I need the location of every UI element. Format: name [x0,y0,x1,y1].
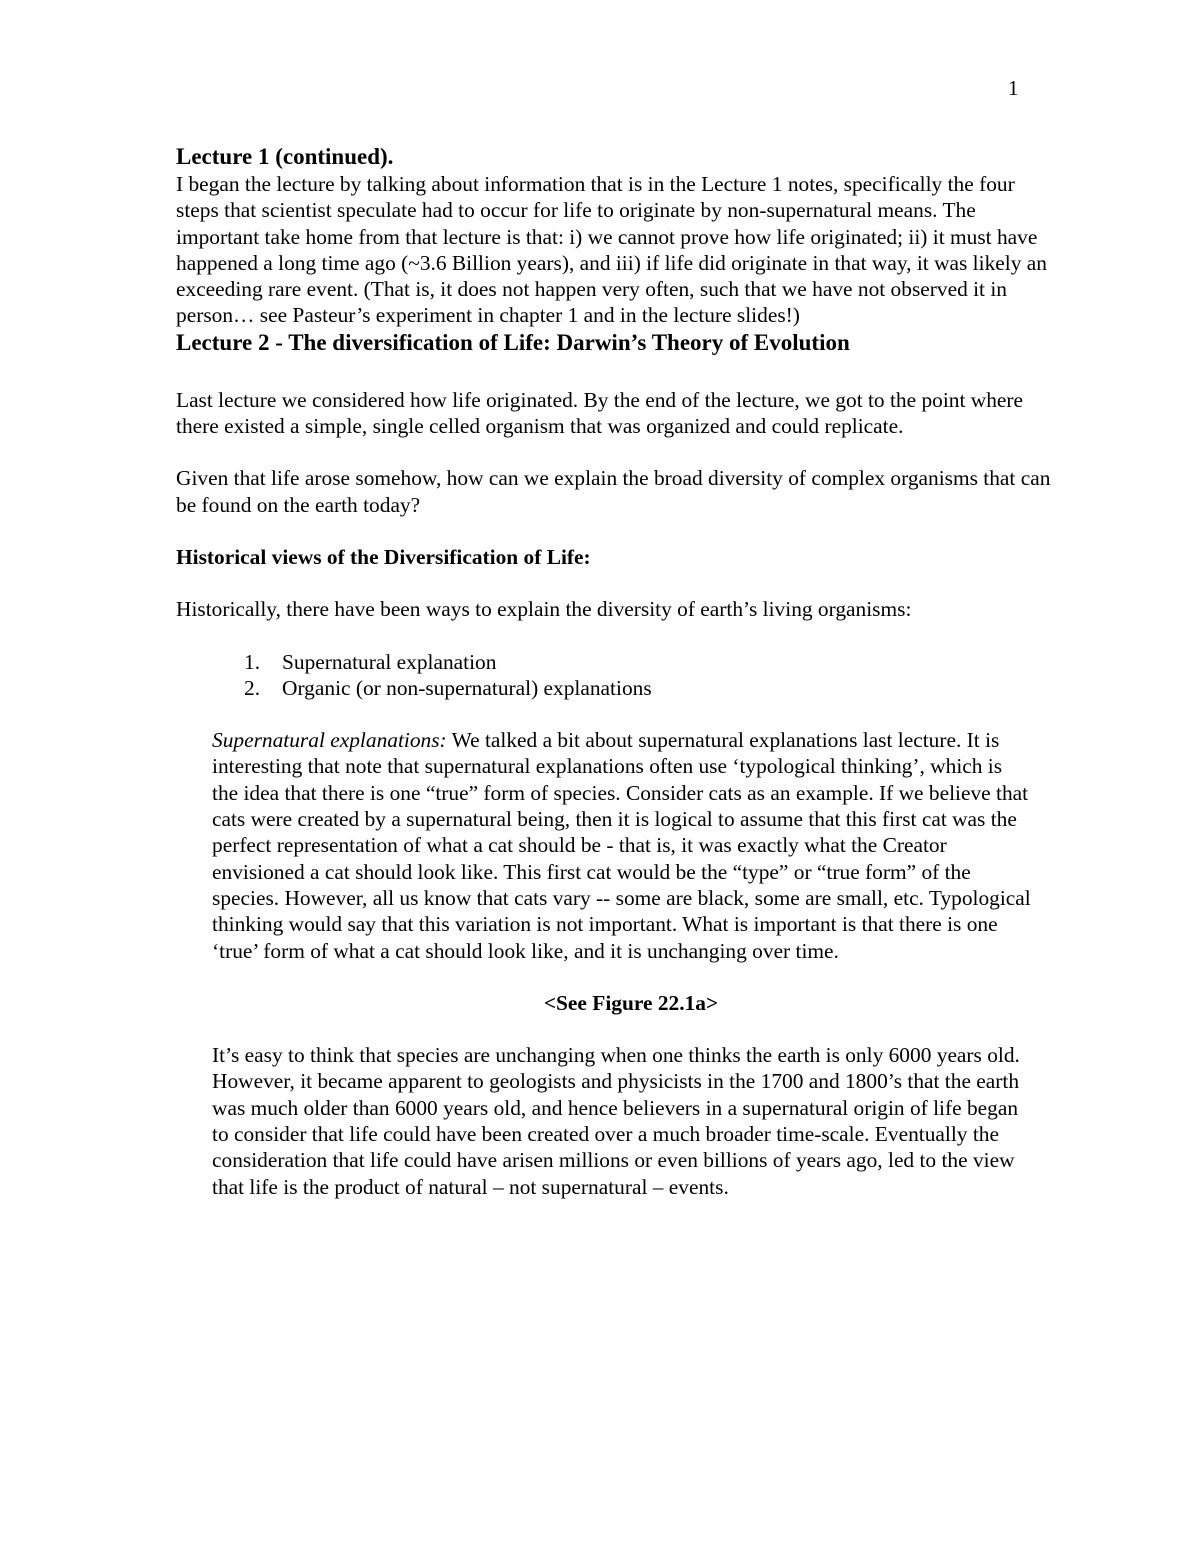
list-item-text: Supernatural explanation [282,649,497,674]
lecture-2-heading: Lecture 2 - The diversification of Life: Darwin’s Theory of Evolution [176,329,850,355]
supernatural-explanations-label: Supernatural explanations: [212,728,447,753]
supernatural-explanations-text: We talked a bit about supernatural explanations last lecture. It is interesting that note that supernatural explanations often use ‘typological thinking’, which is the idea that there is one “true” form of species. Consider cats as an example. If we believe that cats were created by a supernatural being, then it is logical to assume that this first cat was the perfect representation of what a cat should be - that is, it was exactly what the Creator envisioned a cat should look like. This first cat would be the “type” or “true form” of the species. However, all us know that cats vary -- some are black, some are small, etc. Typological thinking would say that this variation is not important. What is important is that there is one ‘true’ form of what a cat should look like, and it is unchanging over time. [212,728,1031,963]
diversity-question-paragraph: Given that life arose somehow, how can we explain the broad diversity of complex organisms that can be found on the earth today? [176,466,1051,517]
lecture-1-paragraph: I began the lecture by talking about information that is in the Lecture 1 notes, specifically the four steps that scientist speculate had to occur for life to originate by non-supernatural means. The important take home from that lecture is that: i) we cannot prove how life originated; ii) it must have happened a long time ago (~3.6 Billion years), and iii) if life did originate in that way, it was likely an exceeding rare event. (That is, it does not happen very often, such that we have not observed it in person… see Pasteur’s experiment in chapter 1 and in the lecture slides!) [176,172,1047,328]
list-item-number: 1. [244,649,261,674]
list-item-number: 2. [244,675,261,700]
list-item-text: Organic (or non-supernatural) explanations [282,675,652,700]
explanations-list [176,649,1056,702]
historical-explanations-paragraph: Historically, there have been ways to explain the diversity of earth’s living organisms: [176,597,912,622]
earth-age-paragraph: It’s easy to think that species are unchanging when one thinks the earth is only 6000 years old. However, it became apparent to geologists and physicists in the 1700 and 1800’s that the earth was much older than 6000 years old, and hence believers in a supernatural origin of life began to consider that life could have been created over a much broader time-scale. Eventually the consideration that life could have arisen millions or even billions of years ago, led to the view that life is the product of natural – not supernatural – events. [212,1043,1020,1199]
list-item [244,649,1056,675]
lecture-1-heading: Lecture 1 (continued). [176,144,394,169]
lecture-2-intro-paragraph: Last lecture we considered how life originated. By the end of the lecture, we got to the point where there existed a simple, single celled organism that was organized and could replicate. [176,387,1024,439]
historical-views-subheading: Historical views of the Diversification of Life: [176,544,591,569]
figure-reference: <See Figure 22.1a> [543,990,719,1015]
page-number: 1 [1008,76,1019,100]
supernatural-explanations-paragraph [212,727,1032,964]
list-item [244,675,1056,701]
document-body [176,143,1056,1200]
